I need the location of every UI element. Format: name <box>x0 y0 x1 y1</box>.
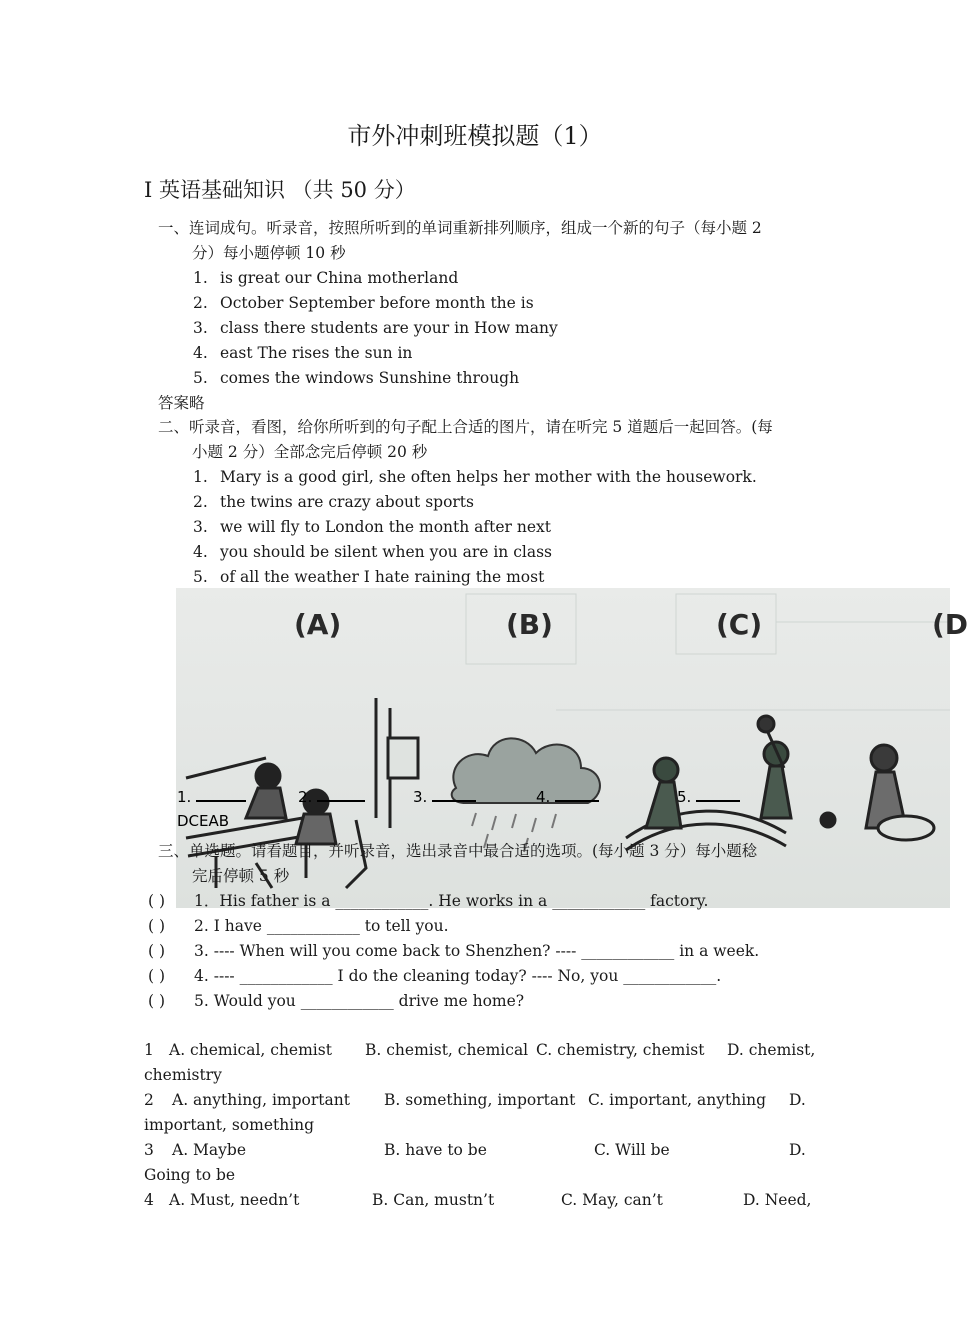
option-c: C. chemistry, chemist <box>536 1041 705 1059</box>
part3-instruction: 三、单选题。请看题目，并听录音，选出录音中最合适的选项。(每小题 3 分）每小题稔 <box>158 842 758 860</box>
part2-item-num: 3. <box>193 518 208 536</box>
part1-item-num: 1. <box>193 269 208 287</box>
part1-item-num: 3. <box>193 319 208 337</box>
option-b: B. chemist, chemical <box>365 1041 529 1059</box>
sports-scene <box>626 716 835 850</box>
part2-item-num: 4. <box>193 543 208 561</box>
option-wrap: important, something <box>144 1116 315 1134</box>
part1-item-num: 4. <box>193 344 208 362</box>
housework-scene <box>866 745 934 840</box>
option-a: A. anything, important <box>172 1091 350 1109</box>
question-text: 5. Would you ____________ drive me home? <box>194 992 525 1010</box>
part2-instruction: 二、听录音，看图，给你所听到的句子配上合适的图片，请在听完 5 道题后一起回答。(每 <box>158 418 773 436</box>
option-d: D. Need, <box>743 1191 812 1209</box>
option-num: 4 <box>144 1191 154 1209</box>
part2-item-text: the twins are crazy about sports <box>220 493 474 511</box>
option-b: B. have to be <box>384 1141 487 1159</box>
part2-item-text: Mary is a good girl, she often helps her mother with the housework. <box>220 468 757 486</box>
option-num: 2 <box>144 1091 154 1109</box>
answer-paren: ( ) <box>148 942 166 960</box>
option-a: A. chemical, chemist <box>169 1041 332 1059</box>
option-num: 1 <box>144 1041 154 1059</box>
page-title: 市外冲刺班模拟题（1） <box>347 122 603 150</box>
question-text: 4. ---- ____________ I do the cleaning today? ---- No, you ____________. <box>194 967 722 985</box>
answer-blank-3: 3. <box>413 788 476 806</box>
answer-blank-1: 1. <box>177 788 246 806</box>
part1-item-num: 2. <box>193 294 208 312</box>
question-text: 1．His father is a ____________. He works in a ____________ factory. <box>194 892 709 910</box>
part2-instruction-cont: 小题 2 分）全部念完后停顿 20 秒 <box>192 443 428 461</box>
option-c: C. May, can’t <box>561 1191 663 1209</box>
option-c: C. Will be <box>594 1141 670 1159</box>
answer-paren: ( ) <box>148 917 166 935</box>
part1-item-text: east The rises the sun in <box>220 344 413 362</box>
option-a: A. Maybe <box>172 1141 247 1159</box>
part2-item-num: 2. <box>193 493 208 511</box>
picture-label-c: (C) <box>716 608 763 641</box>
answer-paren: ( ) <box>148 967 166 985</box>
part1-answer-note: 答案略 <box>158 394 205 412</box>
answer-key: DCEAB <box>177 812 230 830</box>
answer-blank-5: 5. <box>677 788 740 806</box>
answer-blank-2: 2. <box>298 788 365 806</box>
answer-blank-4: 4. <box>536 788 599 806</box>
answer-paren: ( ) <box>148 892 166 910</box>
option-a: A. Must, needn’t <box>169 1191 300 1209</box>
question-text: 3. ---- When will you come back to Shenzhen? ---- ____________ in a week. <box>194 942 760 960</box>
question-text: 2. I have ____________ to tell you. <box>194 917 449 935</box>
option-wrap: Going to be <box>144 1166 236 1184</box>
part2-item-num: 5. <box>193 568 208 586</box>
option-wrap: chemistry <box>144 1066 222 1084</box>
part2-item-text: you should be silent when you are in class <box>220 543 552 561</box>
option-b: B. Can, mustn’t <box>372 1191 495 1209</box>
part1-instruction: 一、连词成句。听录音，按照所听到的单词重新排列顺序，组成一个新的句子（每小题 2 <box>158 219 762 237</box>
part1-item-text: class there students are your in How many <box>220 319 558 337</box>
option-num: 3 <box>144 1141 154 1159</box>
part2-item-text: we will fly to London the month after next <box>220 518 552 536</box>
answer-paren: ( ) <box>148 992 166 1010</box>
part1-item-text: comes the windows Sunshine through <box>220 369 520 387</box>
part2-item-num: 1. <box>193 468 208 486</box>
option-c: C. important, anything <box>588 1091 767 1109</box>
option-b: B. something, important <box>384 1091 576 1109</box>
section-heading: I 英语基础知识 （共 50 分） <box>144 178 416 202</box>
part1-item-text: is great our China motherland <box>220 269 459 287</box>
part1-item-num: 5. <box>193 369 208 387</box>
part1-instruction-cont: 分）每小题停顿 10 秒 <box>192 244 346 262</box>
option-d: D. <box>789 1141 806 1159</box>
picture-label-a: (A) <box>294 608 342 641</box>
option-d: D. <box>789 1091 806 1109</box>
part1-item-text: October September before month the is <box>220 294 534 312</box>
picture-label-d: (D <box>932 608 968 641</box>
option-d: D. chemist, <box>727 1041 816 1059</box>
picture-label-b: (B) <box>506 608 553 641</box>
part2-item-text: of all the weather I hate raining the most <box>220 568 545 586</box>
part3-instruction-cont: 完后停顿 5 秒 <box>192 867 290 885</box>
